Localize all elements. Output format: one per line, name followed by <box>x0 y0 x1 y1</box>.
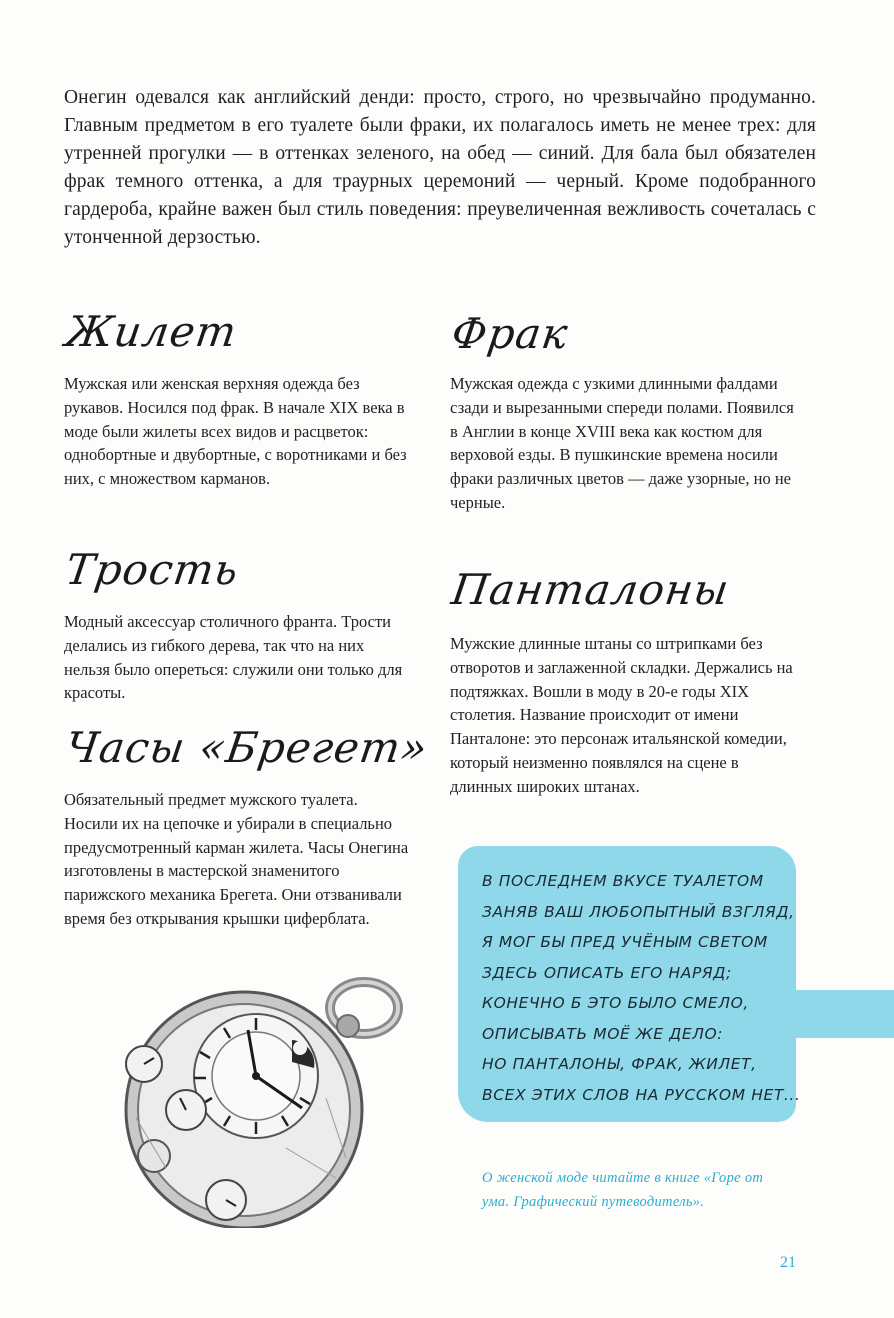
intro-paragraph: Онегин одевался как английский денди: просто, строго, но чрезвычайно продуманно. Главным предметом в его туалете были фраки, их полагалось иметь не менее трех: для утренней прогулки — в оттенках зеленого, на обед — синий. Для бала был обязателен фрак темного оттенка, а для траурных церемоний — черный. Кроме подобранного гардероба, крайне важен был стиль поведения: преувеличенная вежливость сочеталась с утонченной дерзостью. <box>64 87 816 248</box>
reading-note: О женской моде читайте в книге «Горе от ума. Графический путеводитель». <box>482 1170 764 1210</box>
term-body-cane: Модный аксессуар столичного франта. Трости делались из гибкого дерева, так что на них нельзя было опереться: служили они только для красоты. <box>64 612 403 703</box>
quote-line: Я МОГ БЫ ПРЕД УЧЁНЫМ СВЕТОМ <box>482 933 768 951</box>
term-body-watch: Обязательный предмет мужского туалета. Носили их на цепочке и убирали в специально предусмотренный карман жилета. Часы Онегина изготовлены в мастерской знаменитого парижского механика Брегета. Они отзванивали время без открывания крышки циферблата. <box>64 790 409 928</box>
quote-line: КОНЕЧНО Б ЭТО БЫЛО СМЕЛО, <box>482 994 749 1012</box>
pocket-watch-illustration <box>96 968 416 1228</box>
term-body-frock: Мужская одежда с узкими длинными фалдами сзади и вырезанными спереди полами. Появился в Англии в конце XVIII века как костюм для верховой езды. В пушкинские времена носили фраки различных цветов — даже узорные, но не черные. <box>450 374 794 512</box>
quote-line: НО ПАНТАЛОНЫ, ФРАК, ЖИЛЕТ, <box>482 1055 757 1073</box>
term-title-vest: Жилет <box>62 307 241 356</box>
term-title-cane: Трость <box>62 545 242 594</box>
quote-line: ЗДЕСЬ ОПИСАТЬ ЕГО НАРЯД; <box>482 963 732 982</box>
term-title-frock: Фрак <box>448 309 572 358</box>
quote-line: ВСЕХ ЭТИХ СЛОВ НА РУССКОМ НЕТ... <box>482 1085 801 1104</box>
page-number: 21 <box>780 1254 796 1271</box>
quote-line: В ПОСЛЕДНЕМ ВКУСЕ ТУАЛЕТОМ <box>482 872 764 890</box>
quote-line: ОПИСЫВАТЬ МОЁ ЖЕ ДЕЛО: <box>482 1024 724 1043</box>
term-body-pantaloons: Мужские длинные штаны со штрипками без отворотов и заглаженной складки. Держались на подтяжках. Вошли в моду в 20-е годы XIX столетия. Название происходит от имени Панталоне: это персонаж итальянской комедии, который неизменно появлялся на сцене в длинных широких штанах. <box>450 634 793 796</box>
quote-line: ЗАНЯВ ВАШ ЛЮБОПЫТНЫЙ ВЗГЛЯД, <box>482 902 795 921</box>
term-title-pantaloons: Панталоны <box>448 565 733 614</box>
quote-verse <box>482 866 802 1110</box>
term-title-watch: Часы «Брегет» <box>62 723 432 772</box>
term-body-vest: Мужская или женская верхняя одежда без рукавов. Носился под фрак. В начале XIX века в моде были жилеты всех видов и расцветок: однобортные и двубортные, с воротниками и без них, с множеством карманов. <box>64 374 407 489</box>
